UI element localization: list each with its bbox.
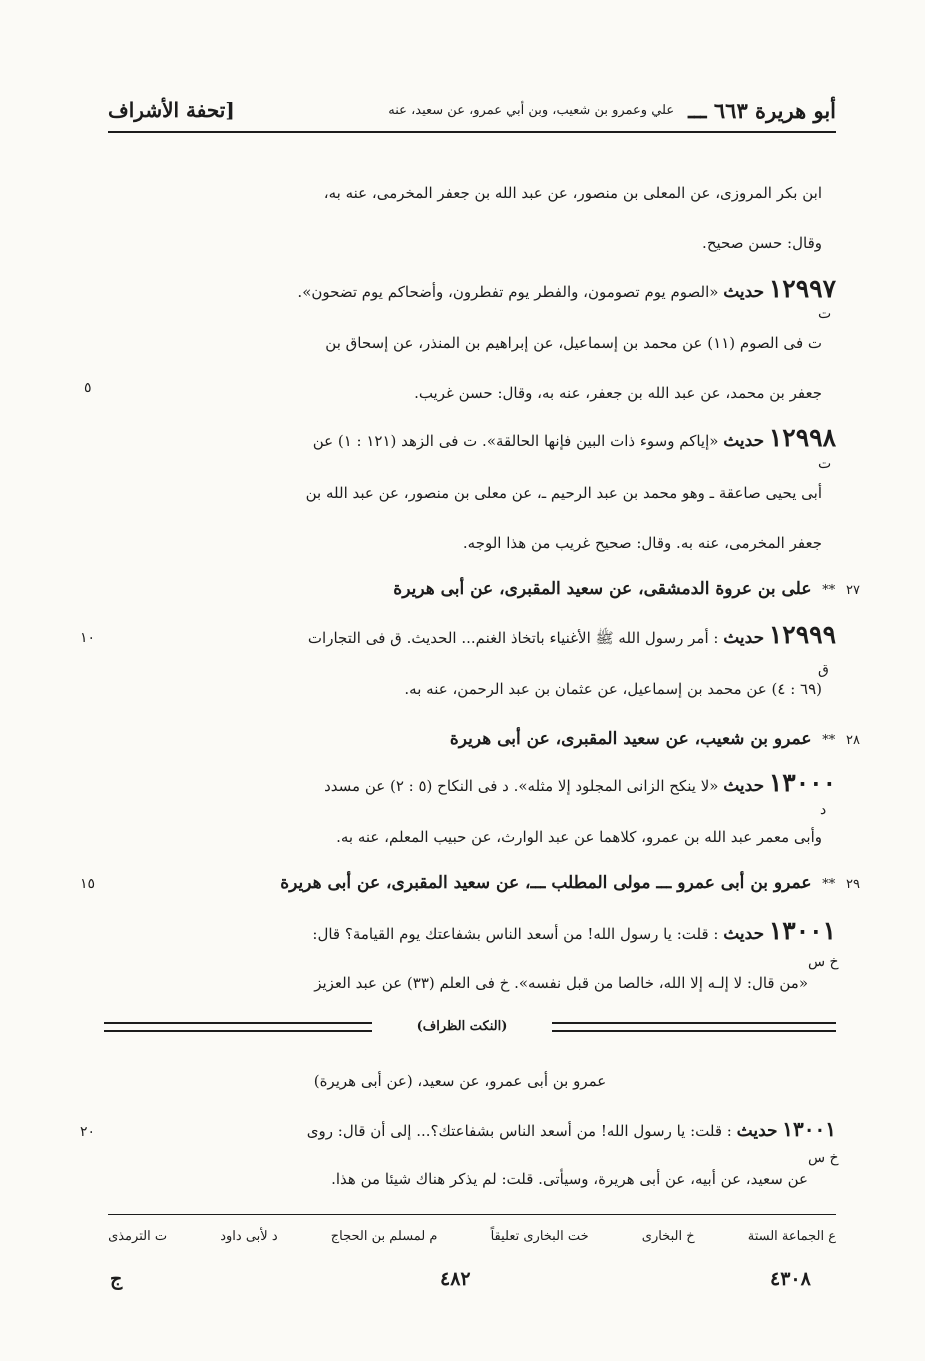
section-title: على بن عروة الدمشقى، عن سعيد المقبرى، عن أبى هريرة [393, 579, 812, 599]
header-chain: علي وعمرو بن شعيب، وبن أبي عمرو، عن سعيد، عنه [388, 102, 675, 118]
abbreviations-key [108, 1224, 836, 1250]
source-symbol: ت [818, 456, 832, 472]
hadith-text: : قلت: يا رسول الله! من أسعد الناس بشفاعتك يوم القيامة؟ قال: [312, 925, 719, 943]
hadith-keyword: حديث [723, 924, 765, 944]
section-number: ٢٨ [846, 733, 860, 748]
section-marker: ** [822, 877, 836, 892]
line-number: ١٠ [80, 630, 96, 646]
text-line: ت فى الصوم (١١) عن محمد بن إسماعيل، عن إبراهيم بن المنذر، عن إسحاق بن [325, 334, 822, 352]
text-line: (٦٩ : ٤) عن محمد بن إسماعيل، عن عثمان بن عبد الرحمن، عنه به. [404, 680, 822, 698]
header-title: أبو هريرة ٦٦٣ ـــ [688, 97, 836, 123]
text-line: أبى يحيى صاعقة ـ وهو محمد بن عبد الرحيم ـ، عن معلى بن منصور، عن عبد الله بن [305, 484, 822, 502]
source-symbol: خ س [808, 954, 839, 970]
hadith-number: ١٣٠٠٠ [768, 770, 836, 797]
line-number: ١٥ [80, 876, 96, 892]
text-line: وقال: حسن صحيح. [702, 234, 822, 252]
text-line: «من قال: لا إلـه إلا الله، خالصا من قبل نفسه». خ فى العلم (٣٣) عن عبد العزيز [314, 974, 808, 992]
abbr-item: ع الجماعة الستة [747, 1229, 836, 1244]
abbr-item: خت البخارى تعليقاً [490, 1229, 589, 1244]
hadith-text: «لا ينكح الزانى المجلود إلا مثله». د فى النكاح (٥ : ٢) عن مسدد [324, 777, 719, 795]
footer-entry-number: ٤٣٠٨ [770, 1268, 811, 1290]
hadith-entry [108, 918, 836, 952]
section-marker: ** [822, 733, 836, 748]
hadith-entry [108, 1116, 836, 1150]
hadith-number: ١٣٠٠١ [782, 1117, 836, 1141]
source-symbol: خ س [808, 1150, 839, 1166]
text-line: جعفر بن محمد، عن عبد الله بن جعفر، عنه به، وقال: حسن غريب. [414, 384, 822, 402]
line-number: ٢٠ [80, 1124, 96, 1140]
text-line: وأبى معمر عبد الله بن عمرو، كلاهما عن عبد الوارث، عن حبيب المعلم، عنه به. [336, 828, 822, 846]
hadith-text: : أمر رسول الله ﷺ الأغنياء باتخاذ الغنم... الحديث. ق فى التجارات [307, 629, 719, 647]
source-symbol: ت [818, 306, 832, 322]
section-title: عمرو بن أبى عمرو ـــ مولى المطلب ـــ، عن سعيد المقبرى، عن أبى هريرة [280, 873, 812, 893]
abbreviations-rule [108, 1214, 836, 1215]
hadith-entry [108, 770, 836, 804]
hadith-keyword: حديث [723, 431, 765, 451]
hadith-number: ١٣٠٠١ [768, 918, 836, 945]
footer-signature: ج [110, 1268, 123, 1290]
section-heading [108, 870, 860, 900]
running-header [108, 92, 836, 128]
hadith-text: «الصوم يوم تصومون، والفطر يوم تفطرون، وأضحاكم يوم تضحون». [297, 283, 719, 301]
abbr-item: ت الترمذى [108, 1229, 168, 1244]
hadith-number: ١٢٩٩٩ [768, 622, 836, 649]
hadith-keyword: حديث [723, 628, 765, 648]
text-line: جعفر المخرمى، عنه به. وقال: صحيح غريب من هذا الوجه. [462, 534, 822, 552]
hadith-keyword: حديث [723, 776, 765, 796]
source-symbol: د [820, 802, 827, 818]
abbr-item: م لمسلم بن الحجاج [330, 1229, 438, 1244]
hadith-keyword: حديث [723, 282, 765, 302]
hadith-text: «إياكم وسوء ذات البين فإنها الحالقة». ت فى الزهد (١٢١ : ١) عن [312, 432, 719, 450]
hadith-keyword: حديث [736, 1121, 778, 1141]
nukat-heading: عمرو بن أبى عمرو، عن سعيد، (عن أبى هريرة) [313, 1072, 607, 1090]
page-number: ٤٨٢ [440, 1268, 471, 1290]
header-book-title: [تحفة الأشراف [108, 98, 235, 122]
hadith-number: ١٢٩٩٨ [768, 425, 836, 452]
section-heading [108, 576, 860, 606]
abbr-item: د لأبى داود [220, 1229, 278, 1244]
section-number: ٢٧ [846, 583, 860, 598]
section-title: عمرو بن شعيب، عن سعيد المقبرى، عن أبى هريرة [449, 729, 812, 749]
header-rule [108, 131, 836, 133]
hadith-entry [108, 622, 836, 656]
hadith-text: : قلت: يا رسول الله! من أسعد الناس بشفاعتك؟... إلى أن قال: روى [306, 1122, 732, 1140]
section-number: ٢٩ [846, 877, 860, 892]
source-symbol: ق [818, 662, 829, 678]
text-line: عن سعيد، عن أبيه، عن أبى هريرة، وسيأتى. قلت: لم يذكر هناك شيئا من هذا. [331, 1170, 808, 1188]
text-line: ابن بكر المروزى، عن المعلى بن منصور، عن عبد الله بن جعفر المخرمى، عنه به، [323, 184, 822, 202]
hadith-entry [112, 276, 836, 310]
nukat-label: (النكت الظراف) [372, 1016, 552, 1038]
hadith-entry [108, 425, 836, 459]
section-marker: ** [822, 583, 836, 598]
section-heading [280, 726, 860, 756]
hadith-number: ١٢٩٩٧ [768, 276, 836, 303]
line-number: ٥ [84, 380, 92, 396]
abbr-item: خ البخارى [641, 1229, 695, 1244]
